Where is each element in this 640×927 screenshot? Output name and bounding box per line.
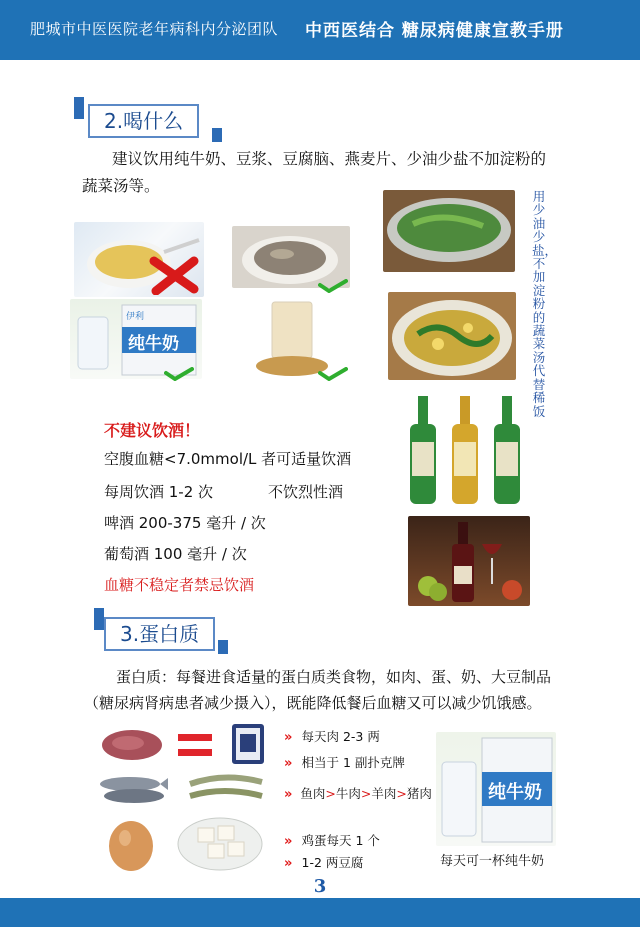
meat-photo	[100, 725, 164, 763]
drink-paragraph-line1: 建议饮用纯牛奶、豆浆、豆腐脑、燕麦片、少油少盐不加淀粉的	[112, 150, 547, 168]
milk-brand-label: 伊利	[126, 312, 145, 322]
heading-decoration	[218, 640, 228, 654]
daily-milk-caption: 每天可一杯纯牛奶	[440, 854, 545, 869]
egg-line: » 鸡蛋每天 1 个	[284, 833, 380, 849]
recommended-check-icon	[318, 366, 348, 380]
vegetable-soup-side-note: 用少油少盐，不加淀粉的蔬菜汤代替稀饭	[532, 189, 558, 419]
vegetable-soup-photo	[383, 190, 515, 272]
alcohol-line-no-spirits: 不饮烈性酒	[268, 483, 344, 501]
header-right-title: 中西医结合 糖尿病健康宣教手册	[305, 21, 564, 41]
equals-icon	[176, 730, 214, 760]
drink-paragraph-line2: 蔬菜汤等。	[82, 177, 160, 195]
recommended-check-icon	[164, 366, 194, 380]
milk-box-label: 纯牛奶	[128, 334, 179, 354]
egg-vegetable-soup-photo	[388, 292, 516, 380]
footer-bar	[0, 898, 640, 927]
playing-cards-photo	[230, 722, 266, 766]
alcohol-warning-title: 不建议饮酒！	[104, 421, 201, 440]
milk-box-label: 纯牛奶	[488, 782, 542, 803]
alcohol-line-beer: 啤酒 200-375 毫升 / 次	[104, 514, 266, 532]
heading-decoration	[74, 97, 84, 119]
page-number: 3	[313, 876, 327, 897]
tofu-line: » 1-2 两豆腐	[284, 855, 364, 871]
arrow-icon: »	[284, 730, 293, 745]
arrow-icon: »	[284, 787, 293, 802]
alcohol-line-forbidden: 血糖不稳定者禁忌饮酒	[104, 576, 255, 594]
header-bar	[0, 0, 640, 60]
shrimp-photo	[184, 772, 268, 806]
fish-photo	[96, 772, 168, 806]
not-recommended-x-icon	[148, 255, 200, 295]
tofu-photo	[176, 812, 264, 872]
recommended-check-icon	[318, 278, 348, 292]
meat-line2: » 相当于 1 副扑克牌	[284, 755, 405, 771]
alcohol-line-fasting: 空腹血糖<7.0mmol/L 者可适量饮酒	[104, 450, 352, 468]
header-left-title: 肥城市中医医院老年病科内分泌团队	[30, 20, 279, 38]
heading-decoration	[212, 128, 222, 142]
egg-photo	[106, 818, 156, 872]
arrow-icon: »	[284, 756, 293, 771]
daily-milk-photo	[436, 732, 556, 846]
protein-paragraph-line1: 蛋白质：每餐进食适量的蛋白质类食物，如肉、蛋、奶、大豆制品	[116, 668, 552, 686]
alcohol-line-wine: 葡萄酒 100 毫升 / 次	[104, 545, 247, 563]
meat-preference-order: » 鱼肉>牛肉>羊肉>猪肉	[284, 786, 432, 802]
arrow-icon: »	[284, 856, 293, 871]
section-heading-protein: 3.蛋白质	[104, 617, 215, 651]
section-heading-drink: 2.喝什么	[88, 104, 199, 138]
beer-bottles-photo	[404, 392, 530, 508]
wine-photo	[408, 516, 530, 606]
meat-line1: » 每天肉 2-3 两	[284, 729, 380, 745]
arrow-icon: »	[284, 834, 293, 849]
alcohol-line-weekly: 每周饮酒 1-2 次	[104, 483, 214, 501]
protein-paragraph-line2: （糖尿病肾病患者减少摄入），既能降低餐后血糖又可以减少饥饿感。	[84, 694, 542, 712]
heading-decoration	[94, 608, 104, 630]
